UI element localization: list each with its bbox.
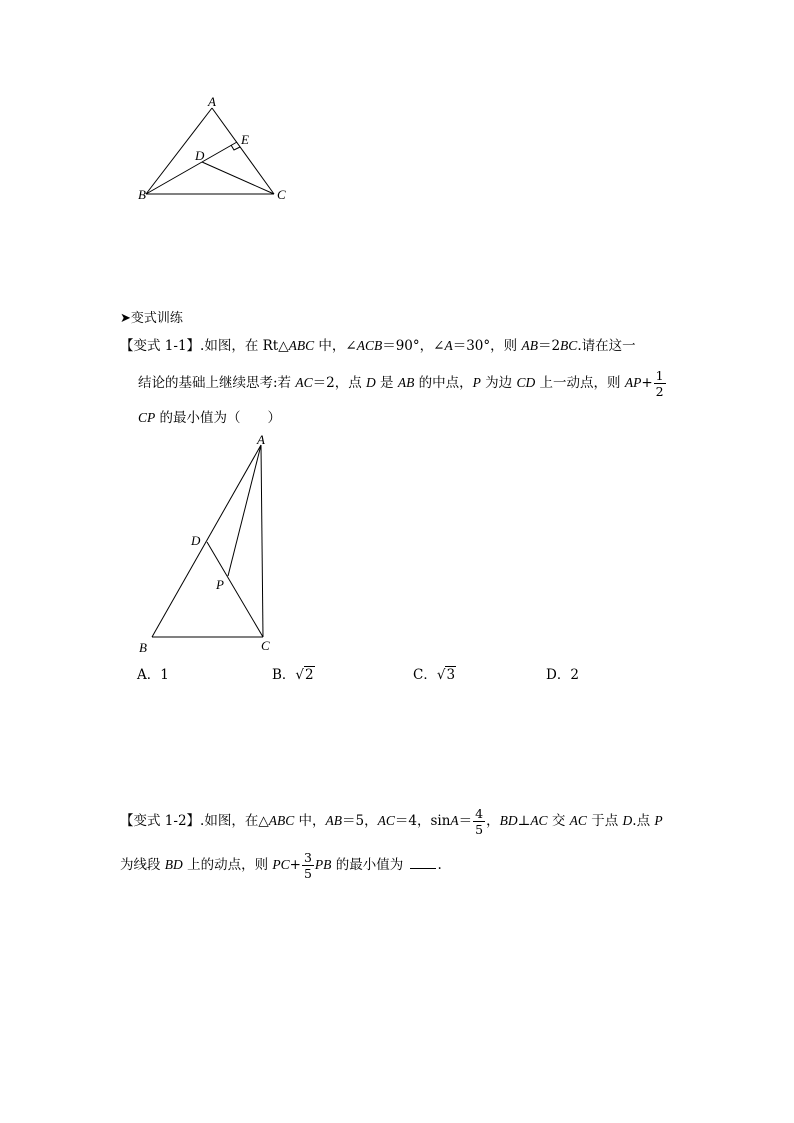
sqrt-symbol: √3 (436, 667, 456, 683)
label-c: C (277, 187, 286, 202)
sqrt-symbol: √2 (295, 667, 314, 683)
segment-dc (202, 162, 274, 194)
option-c[interactable]: C．√3 (413, 667, 456, 683)
segment-de (202, 142, 237, 162)
label-d: D (195, 148, 205, 163)
q2-line-1: 【变式 1-2】.如图，在△ABC 中，AB＝5，AC＝4，sinA＝ $\frac{4}{5}$ ，BD⊥AC 交 AC 于点 D.点 P (120, 806, 663, 837)
label-a: A (257, 432, 265, 447)
label-b: B (139, 640, 147, 655)
label-p: P (216, 577, 224, 592)
q1-line-2: 结论的基础上继续思考:若 AC＝2，点 D 是 AB 的中点，P 为边 CD 上一动点，则 AP+ $\frac{1}{2}$ (138, 368, 664, 399)
fraction-four-fifths: $\frac{4}{5}$ (475, 806, 484, 837)
option-d[interactable]: D．2 (546, 667, 579, 683)
answer-blank[interactable] (410, 854, 436, 869)
label-d: D (191, 533, 201, 548)
label-b: B (138, 187, 146, 202)
fraction-three-fifths: $\frac{3}{5}$ (303, 850, 312, 881)
fraction-one-half: $\frac{1}{2}$ (655, 368, 664, 399)
q2-tag: 【变式 1-2】 (120, 813, 201, 829)
q1-line-3: CP 的最小值为（ ） (138, 410, 282, 426)
label-c: C (261, 638, 270, 653)
segment-ap (228, 445, 261, 576)
section-header (120, 309, 183, 329)
segment-bd (146, 162, 202, 194)
segment-ab (152, 445, 261, 637)
q1-tag: 【变式 1-1】 (120, 338, 201, 354)
segment-ac (261, 445, 263, 637)
section-marker: ➤ (120, 311, 131, 326)
q2-line-2: 为线段 BD 上的动点，则 PC+ $\frac{3}{5}$ PB 的最小值为 . (120, 850, 442, 881)
option-a[interactable]: A．1 (137, 667, 169, 683)
figure-triangle-2 (135, 432, 285, 657)
section-title: 变式训练 (130, 311, 183, 326)
q1-line-1: 【变式 1-1】.如图，在 Rt△ABC 中，∠ACB＝90°，∠A＝30°，则 AB＝2BC.请在这一 (120, 338, 636, 354)
label-e: E (241, 132, 249, 147)
label-a: A (208, 95, 216, 109)
figure-triangle-1 (130, 95, 300, 210)
option-b[interactable]: B．√2 (272, 667, 314, 683)
